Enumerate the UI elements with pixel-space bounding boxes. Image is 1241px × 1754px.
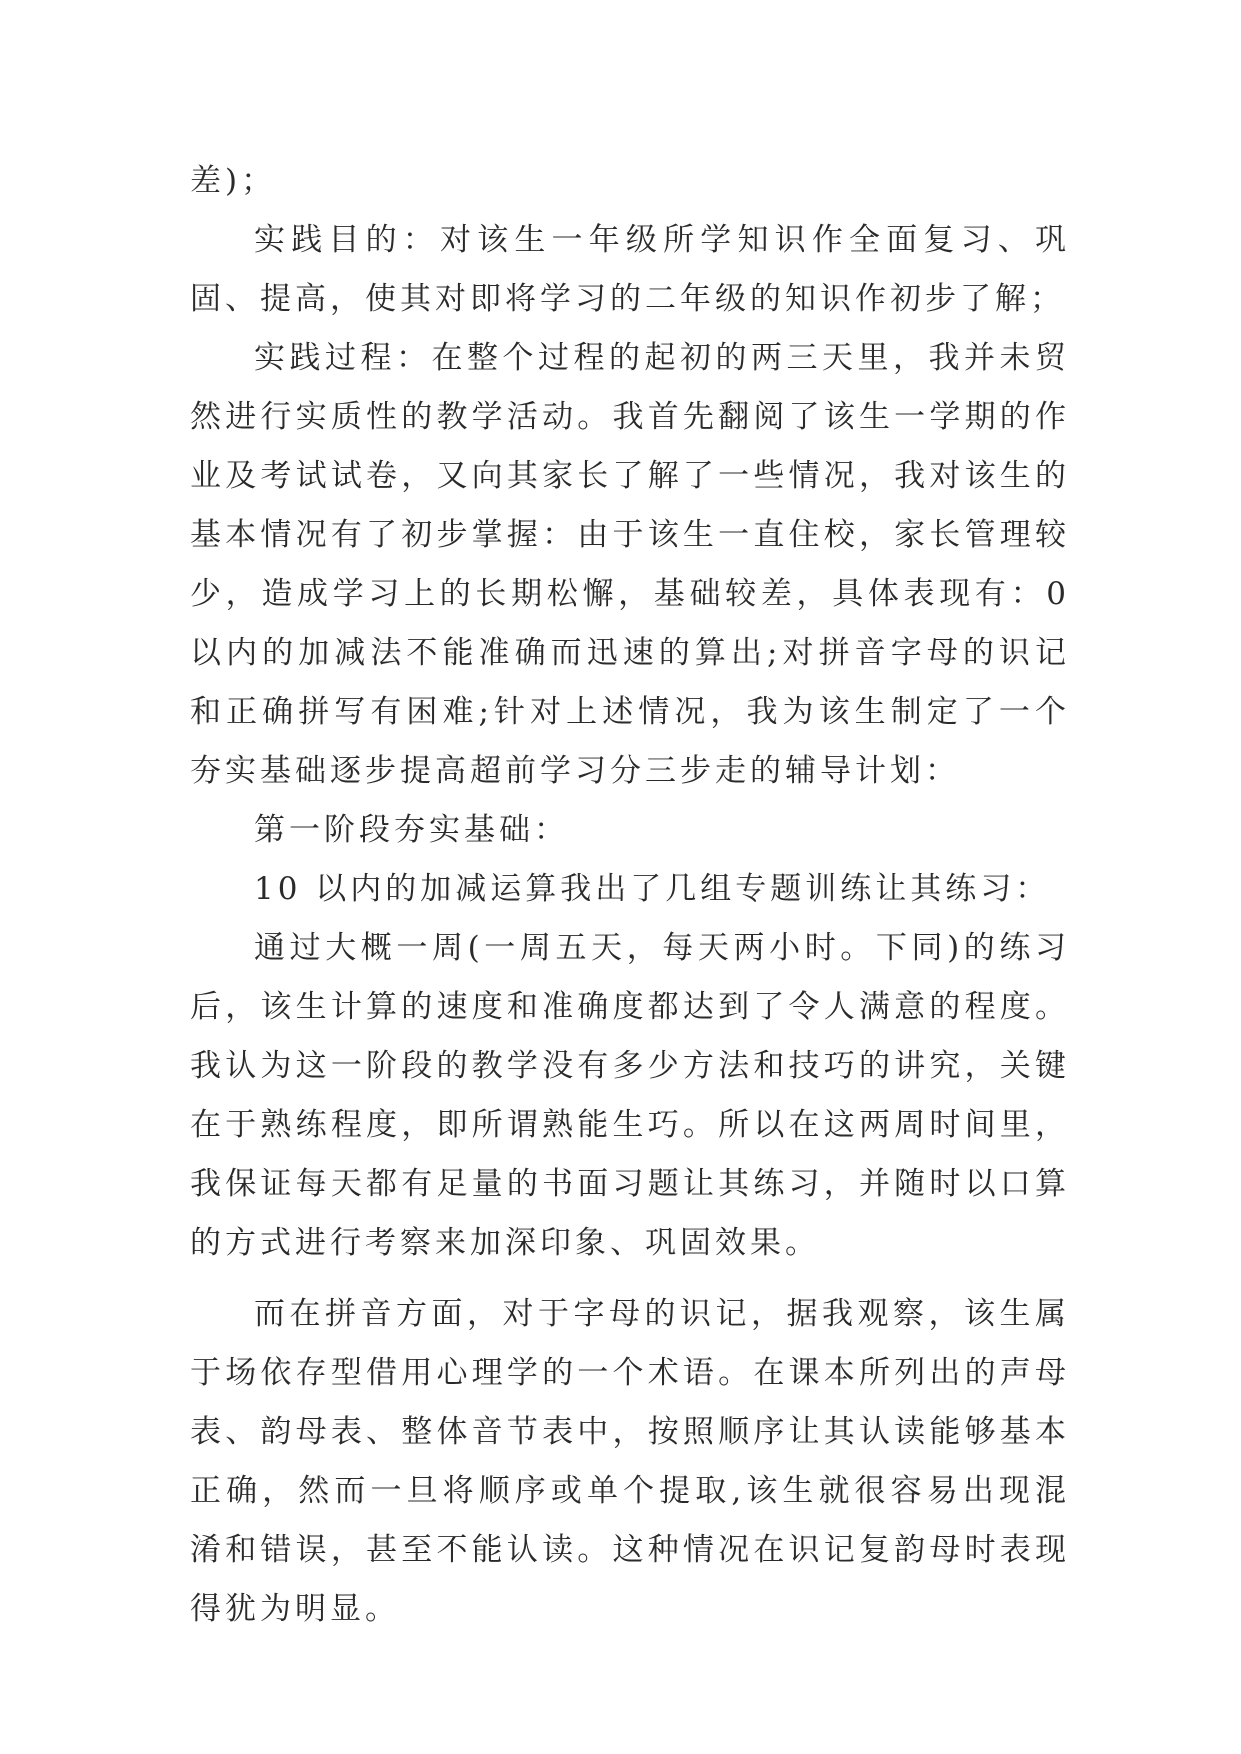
paragraph-pinyin: 而在拼音方面，对于字母的识记，据我观察，该生属于场依存型借用心理学的一个术语。在课本所列出的声母表、韵母表、整体音节表中，按照顺序让其认读能够基本正确，然而一旦将顺序或单个提取,该生就很容易出现混淆和错误，甚至不能认读。这种情况在识记复韵母时表现得犹为明显。 xyxy=(190,1296,1070,1627)
paragraph-one-week-practice: 通过大概一周(一周五天，每天两小时。下同)的练习后，该生计算的速度和准确度都达到了令人满意的程度。我认为这一阶段的教学没有多少方法和技巧的讲究，关键在于熟练程度，即所谓熟能生巧。所以在这两周时间里，我保证每天都有足量的书面习题让其练习，并随时以口算的方式进行考察来加深印象、巩固效果。 xyxy=(190,930,1070,1261)
paragraph-stage-one-heading: 第一阶段夯实基础： xyxy=(254,812,569,848)
paragraph-continuation: 差)； xyxy=(190,163,277,199)
body-text xyxy=(190,152,1070,1639)
paragraph-addition-training: 10 以内的加减运算我出了几组专题训练让其练习： xyxy=(254,871,1051,907)
paragraph-practice-process: 实践过程：在整个过程的起初的两三天里，我并未贸然进行实质性的教学活动。我首先翻阅了该生一学期的作业及考试试卷，又向其家长了解了一些情况，我对该生的基本情况有了初步掌握：由于该生一直住校，家长管理较少，造成学习上的长期松懈，基础较差，具体表现有：0 以内的加减法不能准确而迅速的算出;对拼音字母的识记和正确拼写有困难;针对上述情况，我为该生制定了一个夯实基础逐步提高超前学习分三步走的辅导计划： xyxy=(190,340,1070,789)
paragraph-practice-goal: 实践目的：对该生一年级所学知识作全面复习、巩固、提高，使其对即将学习的二年级的知识作初步了解； xyxy=(190,222,1070,317)
